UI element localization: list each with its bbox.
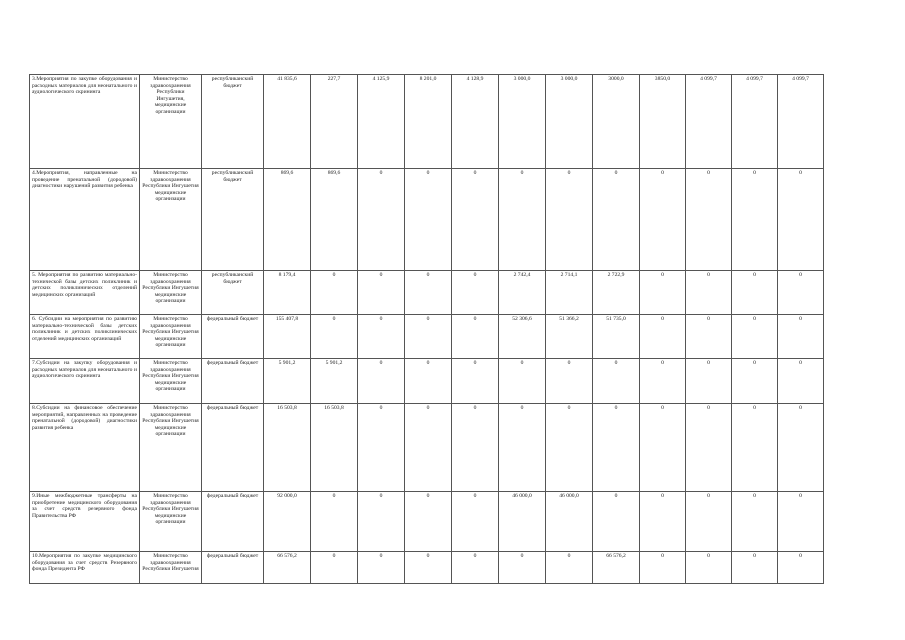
amount-cell: 869,6 [311, 169, 358, 271]
amount-cell: 66 576,2 [593, 552, 640, 584]
amount-cell: 92 000,0 [264, 492, 311, 552]
amount-cell: 0 [452, 359, 499, 404]
amount-cell: 0 [358, 492, 405, 552]
amount-cell: 0 [405, 492, 452, 552]
amount-cell: 0 [311, 315, 358, 359]
table-row [30, 359, 824, 404]
amount-cell: 0 [405, 404, 452, 492]
amount-cell: 0 [358, 359, 405, 404]
table-body [30, 75, 824, 584]
amount-cell: 16 503,8 [264, 404, 311, 492]
amount-cell: 4 125,9 [358, 75, 405, 169]
amount-cell: 0 [732, 404, 778, 492]
amount-cell: 66 576,2 [264, 552, 311, 584]
amount-cell: 51 366,2 [546, 315, 593, 359]
activity-name-cell: 6. Субсидии на мероприятия по развитию материально-технической базы детских поликлиник и детских поликлинических отделений медицинских организаций [30, 315, 140, 359]
amount-cell: 0 [405, 271, 452, 315]
amount-cell: 0 [358, 404, 405, 492]
table-row [30, 75, 824, 169]
amount-cell: 0 [499, 359, 546, 404]
executor-cell: Министерство здравоохранения Республики Ингушетия, медицинские организации [140, 75, 202, 169]
amount-cell: 0 [452, 552, 499, 584]
amount-cell: 0 [686, 552, 732, 584]
amount-cell: 8 179,4 [264, 271, 311, 315]
amount-cell: 0 [452, 271, 499, 315]
amount-cell: 0 [358, 169, 405, 271]
amount-cell: 0 [546, 359, 593, 404]
amount-cell: 0 [499, 169, 546, 271]
amount-cell: 0 [358, 552, 405, 584]
amount-cell: 0 [593, 492, 640, 552]
executor-cell: Министерство здравоохранения Республики Ингушетия медицинские организации [140, 169, 202, 271]
funding-source-cell: федеральный бюджет [202, 404, 264, 492]
amount-cell: 0 [732, 552, 778, 584]
funding-source-cell: федеральный бюджет [202, 359, 264, 404]
executor-cell: Министерство здравоохранения Республики Ингушетия медицинские организации [140, 315, 202, 359]
amount-cell: 2 742,4 [499, 271, 546, 315]
amount-cell: 0 [358, 271, 405, 315]
executor-cell: Министерство здравоохранения Республики Ингушетия [140, 552, 202, 584]
amount-cell: 0 [778, 169, 824, 271]
amount-cell: 0 [640, 404, 686, 492]
amount-cell: 0 [732, 315, 778, 359]
budget-table [29, 74, 824, 584]
amount-cell: 0 [778, 552, 824, 584]
amount-cell: 0 [311, 271, 358, 315]
amount-cell: 0 [686, 404, 732, 492]
amount-cell: 0 [593, 169, 640, 271]
amount-cell: 0 [732, 271, 778, 315]
amount-cell: 0 [686, 315, 732, 359]
activity-name-cell: 4.Мероприятия, направленные на проведение пренатальной (дородовой) диагностики нарушений развития ребенка [30, 169, 140, 271]
activity-name-cell: 10.Мероприятия по закупке медицинского оборудования за счет средств Резервного фонда Президента РФ [30, 552, 140, 584]
amount-cell: 0 [593, 404, 640, 492]
amount-cell: 0 [686, 359, 732, 404]
activity-name-cell: 8.Субсидии на финансовое обеспечение мероприятий, направленных на проведение пренатальной (дородовой) диагностики развития ребенка [30, 404, 140, 492]
amount-cell: 0 [778, 404, 824, 492]
activity-name-cell: 3.Мероприятия по закупке оборудования и расходных материалов для неонатального и аудиологического скрининга [30, 75, 140, 169]
funding-source-cell: республиканский бюджет [202, 271, 264, 315]
amount-cell: 3 000,0 [546, 75, 593, 169]
amount-cell: 0 [405, 315, 452, 359]
table-row [30, 492, 824, 552]
amount-cell: 0 [640, 359, 686, 404]
amount-cell: 0 [546, 169, 593, 271]
amount-cell: 2 722,9 [593, 271, 640, 315]
executor-cell: Министерство здравоохранения Республики Ингушетия медицинские организации [140, 492, 202, 552]
amount-cell: 0 [732, 169, 778, 271]
amount-cell: 0 [640, 492, 686, 552]
amount-cell: 869,6 [264, 169, 311, 271]
amount-cell: 51 735,0 [593, 315, 640, 359]
funding-source-cell: федеральный бюджет [202, 552, 264, 584]
amount-cell: 3000,0 [593, 75, 640, 169]
amount-cell: 0 [640, 169, 686, 271]
activity-name-cell: 5. Мероприятия по развитию материально-технической базы детских поликлиник и детских поликлинических отделений медицинских организаций [30, 271, 140, 315]
amount-cell: 0 [405, 359, 452, 404]
amount-cell: 0 [640, 271, 686, 315]
amount-cell: 0 [499, 404, 546, 492]
funding-source-cell: республиканский бюджет [202, 169, 264, 271]
amount-cell: 0 [546, 552, 593, 584]
amount-cell: 0 [778, 315, 824, 359]
amount-cell: 0 [640, 552, 686, 584]
amount-cell: 8 201,0 [405, 75, 452, 169]
amount-cell: 46 000,0 [499, 492, 546, 552]
table-row [30, 404, 824, 492]
amount-cell: 0 [593, 359, 640, 404]
amount-cell: 0 [546, 404, 593, 492]
amount-cell: 3 000,0 [499, 75, 546, 169]
amount-cell: 0 [311, 552, 358, 584]
activity-name-cell: 9.Иные межбюджетные трансферты на приобретение медицинского оборудования за счет средств резервного фонда Правительства РФ [30, 492, 140, 552]
amount-cell: 5 901,2 [311, 359, 358, 404]
funding-source-cell: федеральный бюджет [202, 492, 264, 552]
amount-cell: 2 714,1 [546, 271, 593, 315]
amount-cell: 227,7 [311, 75, 358, 169]
amount-cell: 0 [405, 552, 452, 584]
amount-cell: 0 [452, 492, 499, 552]
table-row [30, 169, 824, 271]
amount-cell: 4 128,9 [452, 75, 499, 169]
amount-cell: 5 901,2 [264, 359, 311, 404]
amount-cell: 0 [686, 492, 732, 552]
activity-name-cell: 7.Субсидии на закупку оборудования и расходных материалов для неонатального и аудиологического скрининга [30, 359, 140, 404]
amount-cell: 0 [686, 271, 732, 315]
executor-cell: Министерство здравоохранения Республики Ингушетия медицинские организации [140, 404, 202, 492]
amount-cell: 4 099,7 [686, 75, 732, 169]
funding-source-cell: федеральный бюджет [202, 315, 264, 359]
amount-cell: 0 [452, 169, 499, 271]
table-row [30, 271, 824, 315]
amount-cell: 0 [778, 359, 824, 404]
table-row [30, 315, 824, 359]
amount-cell: 0 [640, 315, 686, 359]
amount-cell: 0 [732, 359, 778, 404]
amount-cell: 0 [778, 271, 824, 315]
amount-cell: 0 [405, 169, 452, 271]
funding-source-cell: республиканский бюджет [202, 75, 264, 169]
amount-cell: 0 [452, 315, 499, 359]
executor-cell: Министерство здравоохранения Республики Ингушетия медицинские организации [140, 271, 202, 315]
amount-cell: 4 099,7 [732, 75, 778, 169]
amount-cell: 0 [499, 552, 546, 584]
amount-cell: 0 [311, 492, 358, 552]
table-row [30, 552, 824, 584]
amount-cell: 3850,0 [640, 75, 686, 169]
amount-cell: 16 503,8 [311, 404, 358, 492]
amount-cell: 0 [686, 169, 732, 271]
amount-cell: 52 306,6 [499, 315, 546, 359]
amount-cell: 155 407,8 [264, 315, 311, 359]
amount-cell: 46 000,0 [546, 492, 593, 552]
amount-cell: 41 835,6 [264, 75, 311, 169]
amount-cell: 0 [778, 492, 824, 552]
amount-cell: 4 099,7 [778, 75, 824, 169]
amount-cell: 0 [358, 315, 405, 359]
executor-cell: Министерство здравоохранения Республики Ингушетия медицинские организации [140, 359, 202, 404]
amount-cell: 0 [732, 492, 778, 552]
amount-cell: 0 [452, 404, 499, 492]
